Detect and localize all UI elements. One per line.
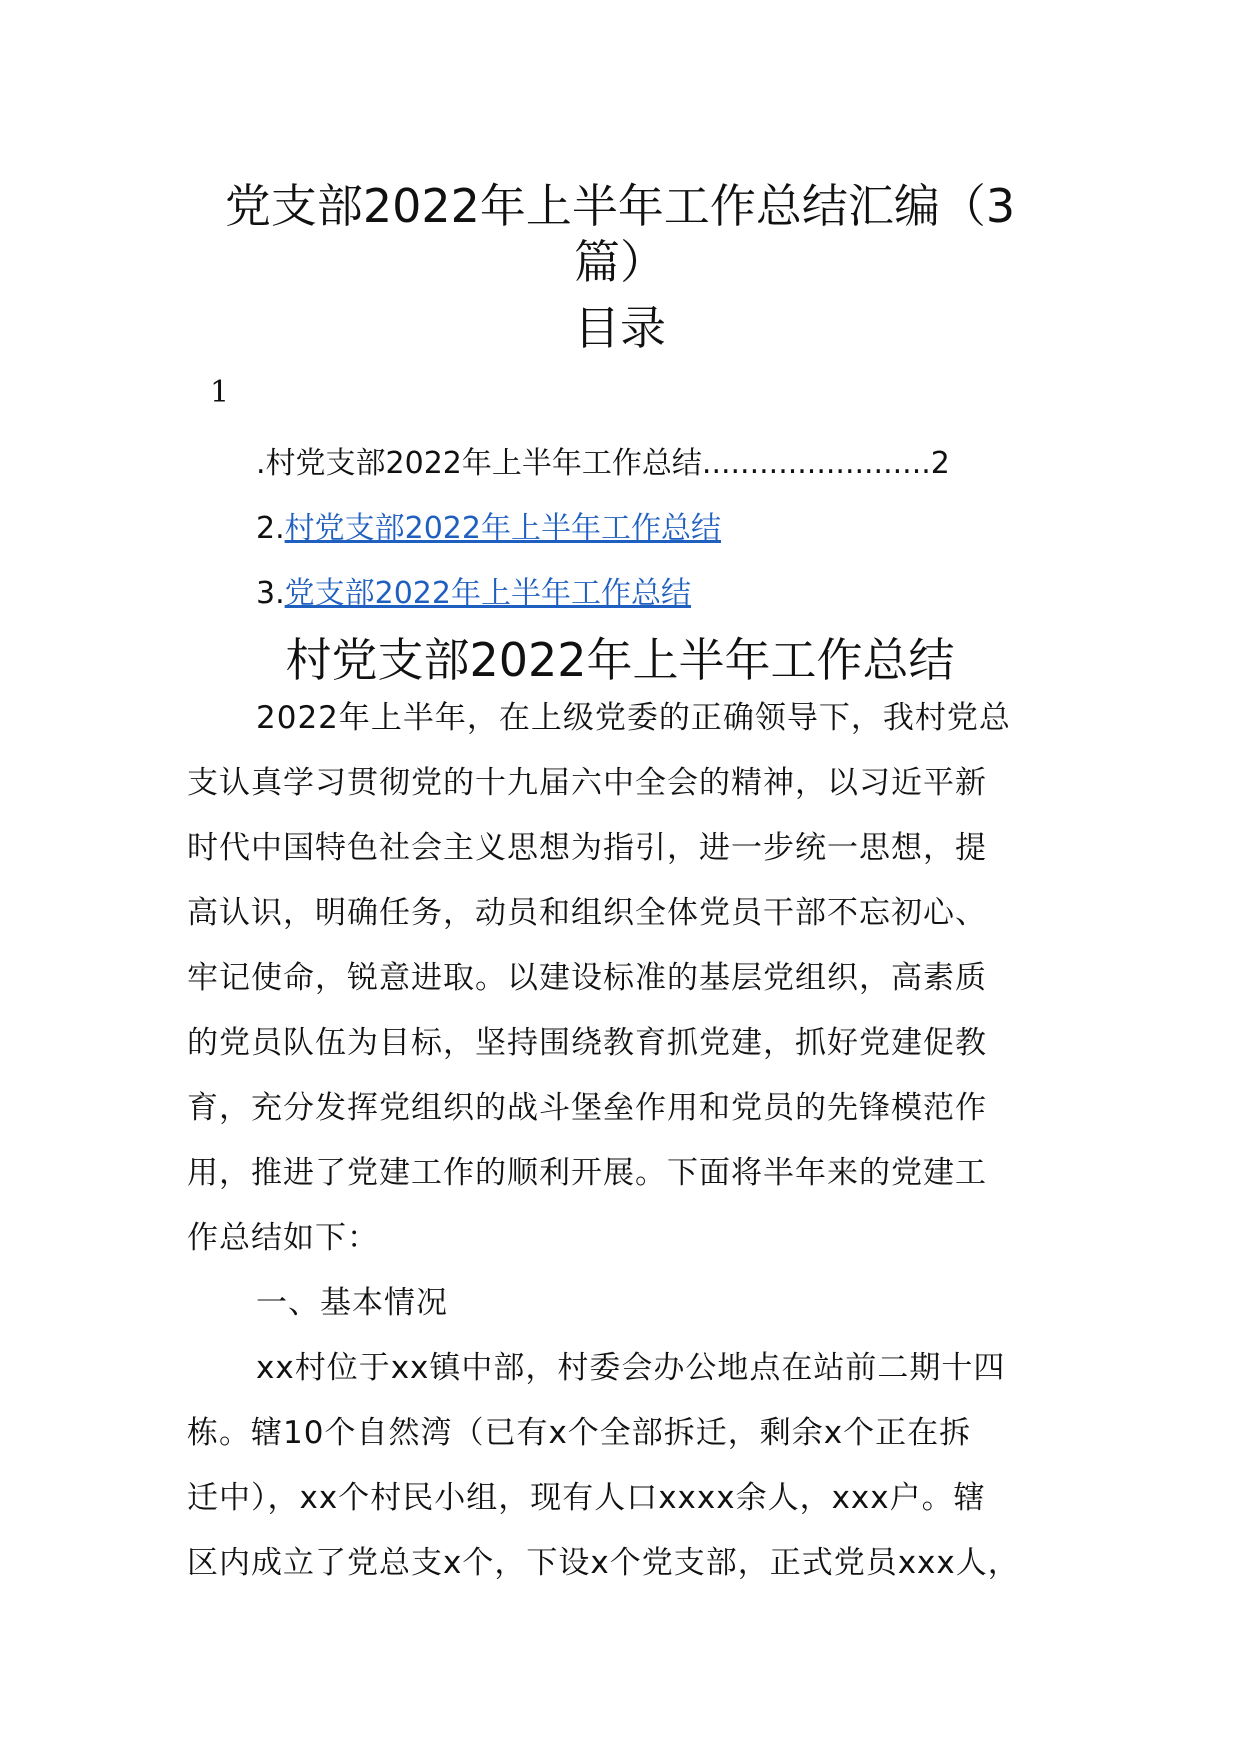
paragraph-line: 栋。辖10个自然湾（已有x个全部拆迁，剩余x个正在拆 <box>187 1415 972 1451</box>
toc-item-label: 村党支部2022年上半年工作总结 <box>265 446 702 481</box>
toc-heading: 目录 <box>574 301 666 355</box>
toc-item-1[interactable] <box>256 438 950 482</box>
toc-link[interactable]: 村党支部2022年上半年工作总结 <box>284 511 721 546</box>
document-title-line-1: 党支部2022年上半年工作总结汇编（3 <box>224 179 1016 233</box>
paragraph-line: 育，充分发挥党组织的战斗堡垒作用和党员的先锋模范作 <box>187 1090 987 1126</box>
paragraph-line: 的党员队伍为目标，坚持围绕教育抓党建，抓好党建促教 <box>187 1025 987 1061</box>
toc-number: 1 <box>210 375 230 410</box>
paragraph-line: 用，推进了党建工作的顺利开展。下面将半年来的党建工 <box>187 1155 987 1191</box>
toc-leader: ........................ <box>701 446 931 481</box>
section-title: 村党支部2022年上半年工作总结 <box>285 633 955 687</box>
toc-item-prefix: 3. <box>256 576 285 611</box>
toc-item-3[interactable] <box>256 568 691 612</box>
toc-item-prefix: 2. <box>256 511 285 546</box>
paragraph-line: 时代中国特色社会主义思想为指引，进一步统一思想，提 <box>187 830 987 866</box>
paragraph-line: 作总结如下： <box>187 1220 379 1256</box>
paragraph-line: xx村位于xx镇中部，村委会办公地点在站前二期十四 <box>256 1350 1006 1386</box>
paragraph-line: 牢记使命，锐意进取。以建设标准的基层党组织，高素质 <box>187 960 987 996</box>
document-title-line-2: 篇） <box>574 235 666 289</box>
subheading: 一、基本情况 <box>256 1285 448 1321</box>
toc-item-2[interactable] <box>256 503 721 547</box>
toc-page-number: 2 <box>930 446 950 481</box>
toc-item-prefix: . <box>256 446 266 481</box>
paragraph-line: 支认真学习贯彻党的十九届六中全会的精神，以习近平新 <box>187 765 987 801</box>
paragraph-line: 迁中），xx个村民小组，现有人口xxxx余人，xxx户。辖 <box>187 1480 986 1516</box>
paragraph-line: 2022年上半年，在上级党委的正确领导下，我村党总 <box>256 700 1011 736</box>
paragraph-line: 高认识，明确任务，动员和组织全体党员干部不忘初心、 <box>187 895 987 931</box>
toc-link[interactable]: 党支部2022年上半年工作总结 <box>284 576 691 611</box>
paragraph-line: 区内成立了党总支x个，下设x个党支部，正式党员xxx人， <box>187 1545 1020 1581</box>
